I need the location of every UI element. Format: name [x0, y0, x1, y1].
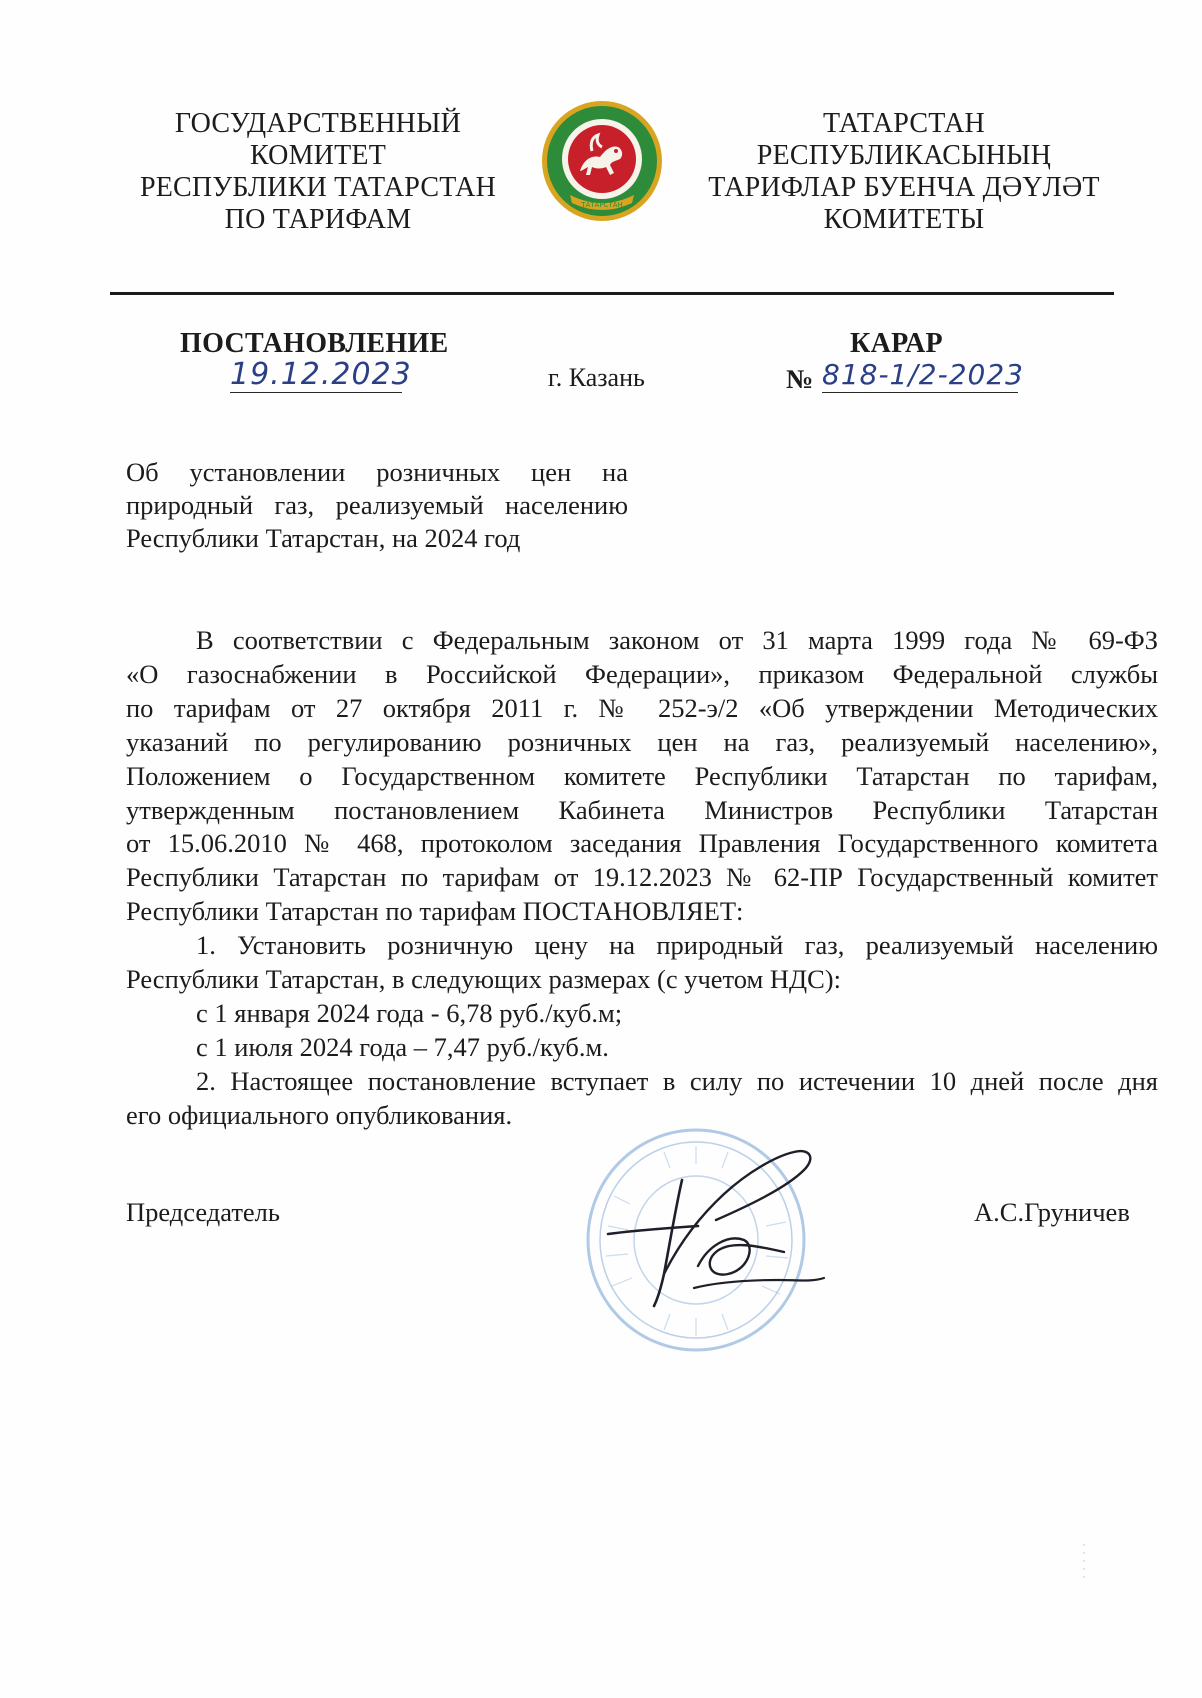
- scan-mark: [1082, 1544, 1086, 1584]
- header-ru-line: КОМИТЕТ: [249, 140, 387, 171]
- header-tt-line: КОМИТЕТЫ: [823, 204, 985, 235]
- emblem-label: ТАТАРСТАН: [581, 201, 623, 209]
- document-subject: [126, 456, 628, 555]
- header-tt-line: РЕСПУБЛИКАСЫНЫҢ: [756, 140, 1052, 171]
- body-line: с 1 января 2024 года - 6,78 руб./куб.м;: [196, 997, 623, 1028]
- body-line: 1. Установить розничную цену на природный газ, реализуемый населению: [196, 930, 1158, 961]
- header-tt-line: ТАРИФЛАР БУЕНЧА ДӘҮЛӘТ: [708, 172, 1100, 203]
- handwritten-date: 19.12.2023: [230, 357, 412, 392]
- body-line: его официального опубликования.: [126, 1099, 513, 1130]
- header-ru: [118, 108, 518, 236]
- body-line: «О газоснабжении в Российской Федерации», приказом Федеральной службы: [126, 658, 1158, 689]
- doc-type-tt: КАРАР: [850, 328, 943, 359]
- body-line: с 1 июля 2024 года – 7,47 руб./куб.м.: [196, 1031, 609, 1062]
- body-line: утвержденным постановлением Кабинета Министров Республики Татарстан: [126, 794, 1158, 825]
- header-ru-line: ПО ТАРИФАМ: [224, 204, 412, 235]
- subject-line: Об установлении розничных цен на: [126, 457, 628, 487]
- doc-type-ru: ПОСТАНОВЛЕНИЕ: [180, 328, 449, 359]
- city-label: г. Казань: [548, 363, 645, 392]
- body-line: Республики Татарстан, в следующих размерах (с учетом НДС):: [126, 964, 841, 995]
- header-ru-line: ГОСУДАРСТВЕННЫЙ: [174, 108, 462, 139]
- document-body: [126, 624, 1158, 1133]
- signatory-role: Председатель: [126, 1197, 280, 1227]
- body-line: от 15.06.2010 № 468, протоколом заседания Правления Государственного комитета: [126, 828, 1158, 859]
- body-line: указаний по регулированию розничных цен на газ, реализуемый населению»,: [126, 726, 1158, 757]
- header-tt-line: ТАТАРСТАН: [823, 108, 985, 139]
- header-divider: [110, 292, 1114, 295]
- signatory-name: А.С.Груничев: [974, 1197, 1130, 1227]
- number-sign: №: [786, 364, 814, 394]
- body-line: по тарифам от 27 октября 2011 г. № 252-э/2 «Об утверждении Методических: [126, 692, 1158, 723]
- subject-line: Республики Татарстан, на 2024 год: [126, 523, 521, 553]
- handwritten-number: 818-1/2-2023: [822, 358, 1024, 391]
- body-line: В соответствии с Федеральным законом от 31 марта 1999 года № 69-ФЗ: [196, 625, 1158, 655]
- body-line: Республики Татарстан по тарифам ПОСТАНОВЛЯЕТ:: [126, 896, 744, 927]
- body-line: Положением о Государственном комитете Республики Татарстан по тарифам,: [126, 760, 1158, 791]
- body-line: Республики Татарстан по тарифам от 19.12.2023 № 62-ПР Государственный комитет: [126, 862, 1158, 893]
- tatarstan-emblem-icon: [540, 99, 664, 223]
- handwritten-signature: [598, 1146, 834, 1316]
- subject-line: природный газ, реализуемый населению: [126, 490, 628, 520]
- body-line: 2. Настоящее постановление вступает в силу по истечении 10 дней после дня: [196, 1065, 1158, 1096]
- header-ru-line: РЕСПУБЛИКИ ТАТАРСТАН: [139, 172, 497, 203]
- header-tt: [694, 108, 1114, 236]
